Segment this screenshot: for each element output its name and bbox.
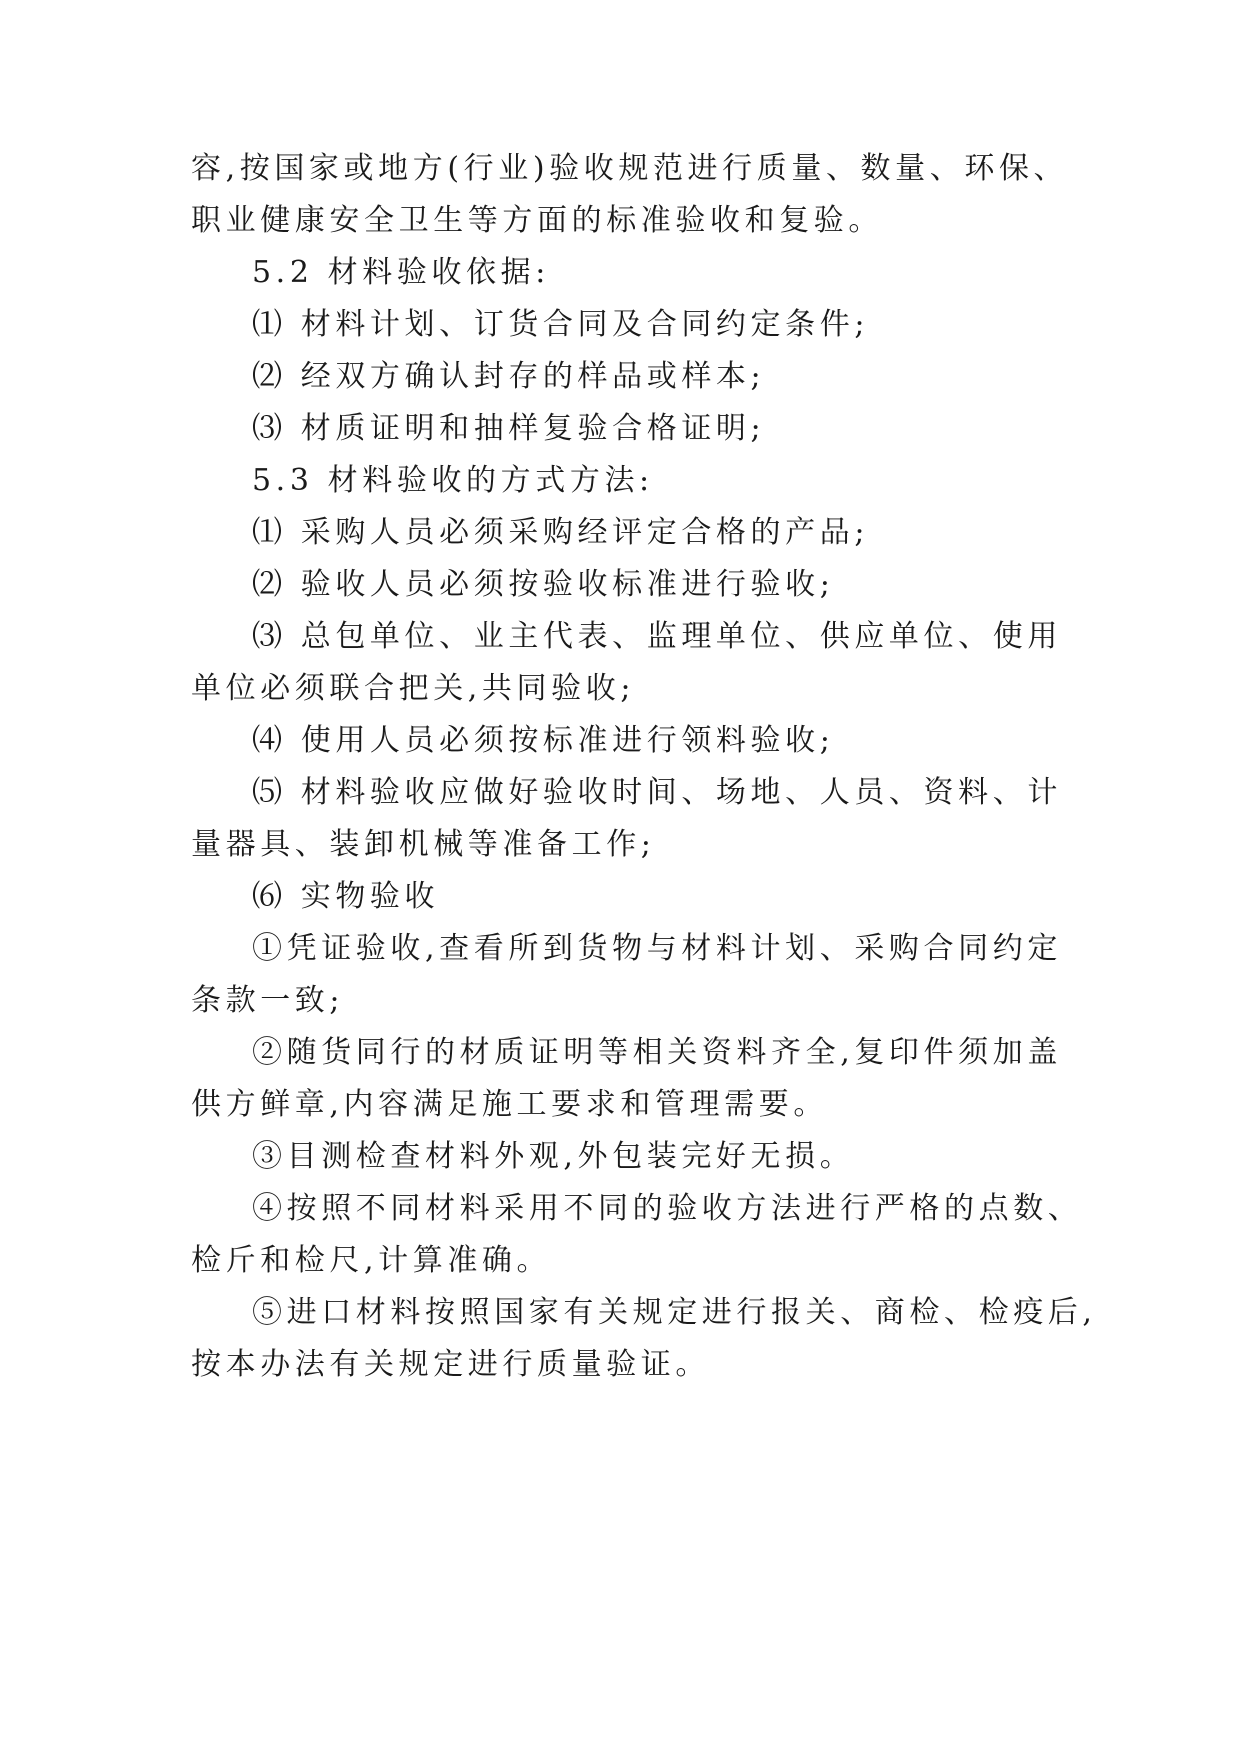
list-item-continuation: 单位必须联合把关,共同验收; xyxy=(191,671,636,706)
sub-item: ③目测检查材料外观,外包装完好无损。 xyxy=(252,1139,855,1174)
list-item: ⑶ 总包单位、业主代表、监理单位、供应单位、使用 xyxy=(252,619,1062,654)
list-item: ⑷ 使用人员必须按标准进行领料验收; xyxy=(252,723,835,758)
list-item: ⑴ 材料计划、订货合同及合同约定条件; xyxy=(252,307,870,342)
sub-item: ②随货同行的材质证明等相关资料齐全,复印件须加盖 xyxy=(252,1035,1062,1070)
sub-item-continuation: 检斤和检尺,计算准确。 xyxy=(191,1243,552,1278)
sub-item-continuation: 条款一致; xyxy=(191,983,345,1018)
list-item: ⑵ 验收人员必须按验收标准进行验收; xyxy=(252,567,835,602)
list-item: ⑶ 材质证明和抽样复验合格证明; xyxy=(252,411,766,446)
list-item: ⑸ 材料验收应做好验收时间、场地、人员、资料、计 xyxy=(252,775,1062,810)
list-item: ⑴ 采购人员必须采购经评定合格的产品; xyxy=(252,515,870,550)
list-item: ⑵ 经双方确认封存的样品或样本; xyxy=(252,359,766,394)
sub-item-continuation: 按本办法有关规定进行质量验证。 xyxy=(191,1347,710,1382)
sub-item-continuation: 供方鲜章,内容满足施工要求和管理需要。 xyxy=(191,1087,828,1122)
list-item-continuation: 量器具、装卸机械等准备工作; xyxy=(191,827,656,862)
sub-item: ④按照不同材料采用不同的验收方法进行严格的点数、 xyxy=(252,1191,1083,1226)
section-heading: 5.2 材料验收依据: xyxy=(252,255,550,290)
list-item: ⑹ 实物验收 xyxy=(252,879,440,914)
paragraph-line: 职业健康安全卫生等方面的标准验收和复验。 xyxy=(191,203,883,238)
sub-item: ⑤进口材料按照国家有关规定进行报关、商检、检疫后, xyxy=(252,1295,1097,1330)
paragraph-line: 容,按国家或地方(行业)验收规范进行质量、数量、环保、 xyxy=(191,151,1069,186)
sub-item: ①凭证验收,查看所到货物与材料计划、采购合同约定 xyxy=(252,931,1062,966)
section-heading: 5.3 材料验收的方式方法: xyxy=(252,463,654,498)
